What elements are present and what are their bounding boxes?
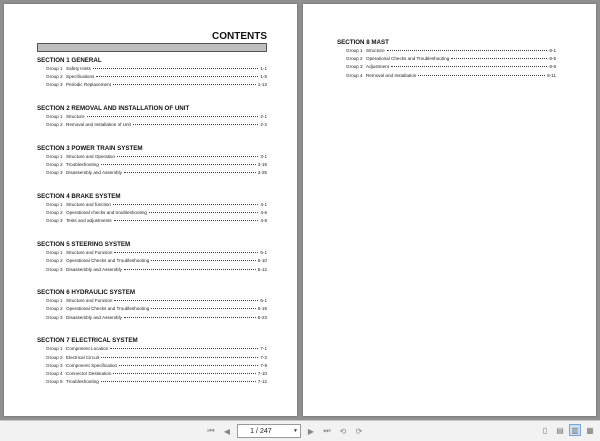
dot-leader [418,74,545,76]
dot-leader [113,372,255,374]
dot-leader [96,75,258,77]
page-left [4,4,297,416]
group-number: Group 1 [46,202,63,208]
page-reference: 2-1 [260,114,267,120]
entry-title: Component Specification [66,362,118,368]
page-reference: 2-2 [260,122,267,128]
group-number: Group 3 [46,362,63,368]
group-number: Group 3 [46,266,63,272]
toc-entry[interactable] [46,266,267,274]
dot-leader [124,268,256,270]
page-reference: 8-11 [547,72,556,78]
first-page-icon[interactable]: ⏮ [207,426,215,435]
toc-entry[interactable] [46,65,267,73]
group-number: Group 3 [46,314,63,320]
page-reference: 7-12 [257,379,267,385]
entry-title: Disassembly and Assembly [66,314,122,320]
toc-entry[interactable] [46,161,267,169]
current-page-input[interactable] [240,428,254,435]
toc-entry[interactable] [46,113,267,121]
page-reference: 3-19 [257,162,267,168]
entry-title: Removal and Installation of Unit [66,122,131,128]
toc-section [37,192,267,226]
entry-title: Specifications [66,74,95,80]
dot-leader [151,259,256,261]
entry-title: Adjustment [366,64,389,70]
page-reference: 4-8 [260,218,267,224]
entry-title: Disassembly and Assembly [66,170,122,176]
page-reference: 1-13 [257,82,267,88]
page-right [303,4,596,416]
toc-section [37,288,267,322]
entry-title: Structure and Operation [66,154,116,159]
toc-section [37,144,267,178]
dot-leader [101,163,256,165]
group-number: Group 2 [46,258,63,264]
dot-leader [101,380,256,382]
two-page-view-icon[interactable]: ▥ [569,424,581,436]
entry-title: Operational checks and troubleshooting [66,210,147,216]
group-number: Group 2 [46,354,63,360]
entry-title: Electrical Circuit [66,354,99,360]
toc-entry[interactable] [46,305,267,313]
toc-entry[interactable] [46,153,267,161]
dot-leader [114,299,258,301]
group-number: Group 3 [46,218,63,224]
contents-divider-bar [37,43,267,52]
section-title: SECTION 2 REMOVAL AND INSTALLATION OF UNIT [37,105,190,113]
group-number: Group 1 [46,114,63,120]
dot-leader [451,57,547,59]
dot-leader [113,83,256,85]
bottom-toolbar [0,420,600,441]
contents-title: CONTENTS [212,31,267,42]
dot-leader [117,155,258,157]
toc-entry[interactable] [346,72,556,80]
dot-leader [114,251,258,253]
dot-leader [93,67,259,69]
page-reference: 6-23 [257,314,267,320]
back-icon[interactable]: ⟲ [339,426,347,436]
group-number: Group 2 [46,122,63,128]
toc-entry[interactable] [46,121,267,129]
toc-entry[interactable] [46,362,267,370]
entry-title: Safety Hints [66,66,91,71]
group-number: Group 4 [346,72,363,78]
toc-entry[interactable] [46,209,267,217]
dot-leader [387,49,548,51]
section-title: SECTION 6 HYDRAULIC SYSTEM [37,289,135,297]
page-number-box [237,424,301,438]
toc-section [37,336,267,386]
toc-section [337,38,556,80]
dot-leader [87,115,259,117]
section-title: SECTION 3 POWER TRAIN SYSTEM [37,145,143,152]
toc-entry[interactable] [46,217,267,225]
page-reference: 7-1 [260,346,267,352]
dot-leader [124,316,256,318]
entry-title: Operational Checks and Troubleshooting [366,56,450,62]
page-reference: 6-1 [260,298,267,304]
group-number: Group 1 [46,154,63,159]
dot-leader [113,203,258,205]
toc-section [37,56,267,90]
group-number: Group 1 [46,250,63,256]
dot-leader [119,364,258,366]
toc-entry[interactable] [46,81,267,89]
entry-title: Structure [66,114,85,120]
toc-entry[interactable] [46,73,267,81]
section-title: SECTION 7 ELECTRICAL SYSTEM [37,337,138,345]
page-reference: 5-10 [257,258,267,264]
page-navigation [205,424,365,438]
dot-leader [124,171,256,173]
toc-section [37,240,267,274]
toc-entry[interactable] [46,169,267,177]
continuous-view-icon[interactable]: ▤ [556,425,564,435]
toc-entry[interactable] [46,370,267,378]
group-number: Group 5 [46,379,63,385]
entry-title: Connector Destination [66,370,112,376]
page-reference: 3-1 [260,154,267,159]
section-title: SECTION 8 MAST [337,39,389,46]
group-number: Group 1 [46,66,63,71]
toc-section [37,104,267,129]
single-page-view-icon[interactable]: ▯ [542,425,548,435]
toc-entry[interactable] [346,63,556,71]
section-title: SECTION 4 BRAKE SYSTEM [37,193,121,201]
toc-entry[interactable] [46,345,267,353]
page-reference: 4-1 [260,202,267,208]
group-number: Group 2 [46,210,63,216]
section-title: SECTION 1 GENERAL [37,57,102,64]
entry-title: Operational Checks and Troubleshooting [66,258,150,264]
group-number: Group 2 [346,56,363,62]
page-count: 247 [259,427,272,435]
entry-title: Structure and function [66,202,111,208]
previous-page-icon[interactable]: ◀ [223,426,231,436]
group-number: Group 3 [46,82,63,88]
toc-entry[interactable] [46,354,267,362]
entry-title: Operational Checks and Troubleshooting [66,306,150,312]
group-number: Group 3 [346,64,363,70]
group-number: Group 4 [46,370,63,376]
entry-title: Structure and Function [66,250,113,256]
dot-leader [110,347,258,349]
dot-leader [151,307,256,309]
entry-title: Component Location [66,346,109,352]
group-number: Group 2 [46,74,63,80]
toc-entry[interactable] [46,378,267,386]
dot-leader [133,123,259,125]
entry-title: Structure [366,48,385,53]
group-number: Group 2 [46,306,63,312]
last-page-icon[interactable]: ⏭ [323,426,331,435]
page-reference: 1-1 [260,66,267,71]
page-reference: 7-2 [260,354,267,360]
view-tools [539,424,596,436]
page-reference: 5-12 [257,266,267,272]
entry-title: Troubleshooting [66,162,99,168]
page-reference: 8-8 [549,64,556,70]
two-page-continuous-view-icon[interactable]: ▦ [586,425,594,435]
forward-icon[interactable]: ⟳ [355,426,363,436]
dot-leader [149,211,258,213]
toc-entry[interactable] [46,297,267,305]
toc-entry[interactable] [46,314,267,322]
entry-title: Disassembly and Assembly [66,266,122,272]
group-number: Group 1 [46,298,63,304]
group-number: Group 1 [346,48,363,53]
toc-entry[interactable] [46,201,267,209]
entry-title: Tests and adjustments [66,218,112,224]
toc-entry[interactable] [46,257,267,265]
page-reference: 4-6 [260,210,267,216]
page-reference: 1-5 [260,74,267,80]
toc-entry[interactable] [346,55,556,63]
page-separator: / [256,427,258,435]
entry-title: Periodic Replacement [66,82,111,88]
entry-title: Removal and Installation [366,72,417,78]
entry-title: Troubleshooting [66,379,99,385]
page-reference: 8-5 [549,56,556,62]
dot-leader [101,356,258,358]
next-page-icon[interactable]: ▶ [307,426,315,436]
group-number: Group 3 [46,170,63,176]
group-number: Group 1 [46,346,63,352]
dot-leader [114,219,259,221]
entry-title: Structure and Function [66,298,113,304]
toc-entry[interactable] [346,47,556,55]
page-reference: 3-25 [257,170,267,176]
section-title: SECTION 5 STEERING SYSTEM [37,241,131,249]
page-reference: 7-10 [257,370,267,376]
page-reference: 6-19 [257,306,267,312]
page-reference: 5-1 [260,250,267,256]
toc-entry[interactable] [46,249,267,257]
page-reference: 8-1 [549,48,556,53]
chevron-down-icon[interactable]: ▼ [293,428,298,434]
group-number: Group 2 [46,162,63,168]
dot-leader [391,65,547,67]
page-reference: 7-9 [260,362,267,368]
